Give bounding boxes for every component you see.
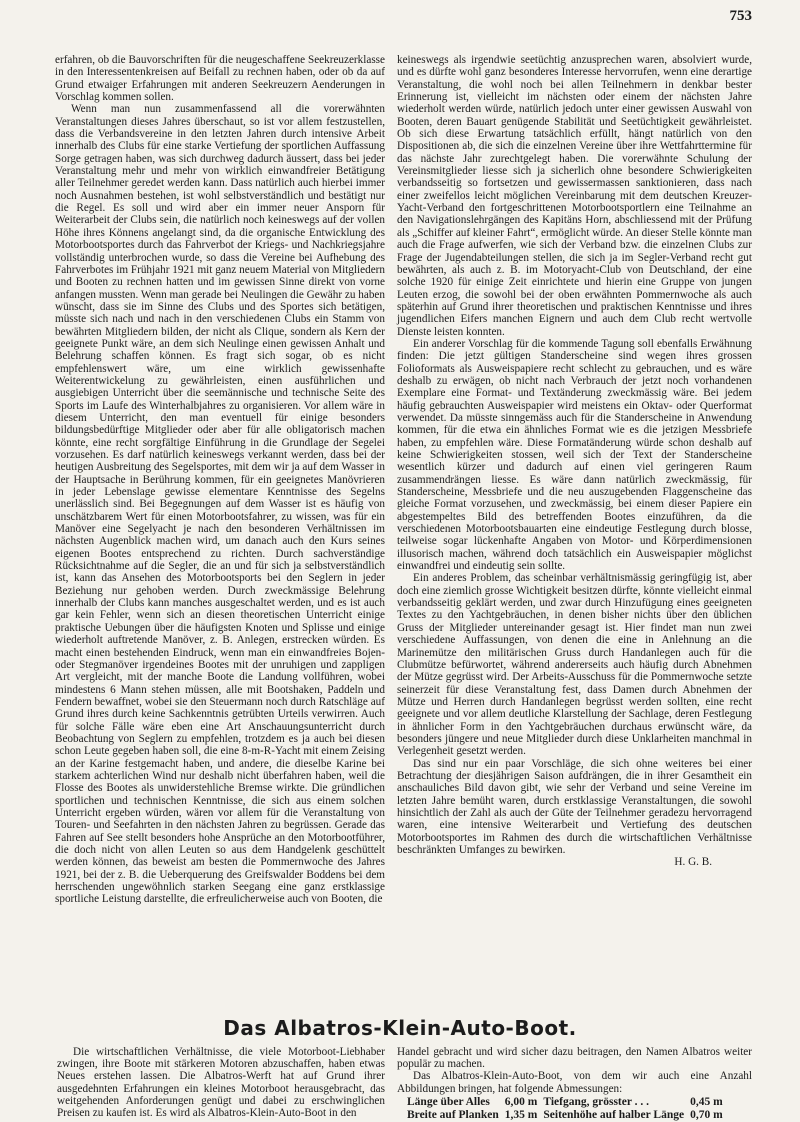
- table-row: [407, 1109, 729, 1122]
- dimension-value: 6,00 m: [504, 1095, 538, 1108]
- dimension-value: 1,35 m: [504, 1108, 538, 1121]
- paragraph: Das sind nur ein paar Vorschläge, die sich ohne weiteres bei einer Betrachtung der diesjährigen Saison aufdrängen, die in ihrer Gesamtheit ein anschauliches Bild davon gibt, wie sehr der Verband und seine Vereine im letzten Jahre bemüht waren, durch erstklassige Veranstaltungen, die sowohl hinsichtlich der Zahl als auch der Güte der Teilnehmer geradezu hervorragend waren, eine intensive Weiterarbeit und Vertiefung des deutschen Motorbootsportes im Rahmen des durch die wirtschaftlichen Verhältnisse beschränkten Umfanges zu bewirken.: [397, 757, 752, 856]
- article-right-column: [397, 1046, 752, 1122]
- paragraph: keineswegs als irgendwie seetüchtig anzusprechen waren, absolviert wurde, und es dürfte wohl ganz besonderes Interesse hervorrufen, wenn eine derartige Veranstaltung, die wohl noch bei allen Teilnehmern in denkbar bester Erinnerung ist, vielleicht im nächsten oder einem der nächsten Jahre wiederholt werden würde, natürlich jedoch unter einer gewissen Auswahl von Booten, deren Bauart genügende Stabilität und Seetüchtigkeit gewährleistet. Ob sich diese Erwartung tatsächlich erfüllt, hängt natürlich von den Dispositionen ab, die sich die einzelnen Vereine über ihre Wettfahrttermine für das nächste Jahr zurechtgelegt haben. Die vorerwähnte Schulung der Vereinsmitglieder liesse sich ja sicherlich ohne besondere Schwierigkeiten verbandsseitig so fortsetzen und gewissermassen sanktionieren, dass nach einer zweifellos leicht möglichen Vereinbarung mit dem deutschen Kreuzer-Yacht-Verband den fortgeschrittenen Motorbootsportlern eine Teilnahme an den Navigationslehrgängen des Kapitäns Horn, abschliessend mit der Prüfung als „Schiffer auf kleiner Fahrt“, ermöglicht würde. An dieser Stelle könnte man auch die Frage aufwerfen, wie sich der Verband bzw. die einzelnen Clubs zur Frage der Jugendabteilungen stellen, die sich ja im Segler-Verband recht gut bewährten, als auch z. B. im Motoryacht-Club von Deutschland, der eine solche 1920 für einige Zeit einrichtete und hierin eine Gruppe von jungen Leuten erzog, die sowohl bei der oben erwähnten Pommernwoche als auch späterhin auf Grund ihrer theoretischen und praktischen Kenntnisse und ihres jugendlichen Eifers manchen Eignern und auch dem Club recht wertvolle Dienste leisten konnten.: [397, 54, 752, 338]
- article-title: Das Albatros-Klein-Auto-Boot.: [223, 1016, 577, 1040]
- dimension-label: Länge über Alles: [407, 1095, 490, 1108]
- article-left-column: [57, 1046, 385, 1119]
- page-number: 753: [729, 8, 752, 24]
- paragraph: Handel gebracht und wird sicher dazu beitragen, den Namen Albatros weiter populär zu machen.: [397, 1046, 752, 1071]
- dimension-value: 0,45 m: [690, 1095, 723, 1108]
- table-row: [407, 1096, 729, 1109]
- right-text-column: [397, 54, 752, 869]
- dimensions-table: [407, 1096, 729, 1122]
- paragraph: Wenn man nun zusammenfassend all die vorerwähnten Veranstaltungen dieses Jahres überschaut, so ist vor allem festzustellen, dass die Verbandsvereine in den letzten Jahren durch intensive Arbeit innerhalb des Clubs für eine starke Vertiefung der sportlichen Auffassung Sorge getragen haben, was sich durchweg dadurch äussert, dass bei jeder Veranstaltung mehr und mehr von wirklich einwandfreier Betätigung aller Teilnehmer geredet werden kann. Dass natürlich auch hierbei immer noch Ausnahmen bestehen, ist wohl selbstverständlich und bestätigt nur die Regel. Es soll und wird aber ein immer neuer Ansporn für Weiterarbeit der Clubs sein, die natürlich noch keineswegs auf der vollen Höhe ihres Könnens angelangt sind, da die organische Entwicklung des Motorbootsportes durch das Fahrverbot der Kriegs- und Nachkriegsjahre vollständig unterbrochen wurde, so dass die Vereine bei Aufhebung des Fahrverbotes im Frühjahr 1921 mit ganz neuem Material von Mitgliedern und Booten zu rechnen hatten und im gewissen Sinne direkt von vorne anfangen mussten. Wenn man gerade bei Neulingen die Gewähr zu haben wünscht, dass sie im Sinne des Clubs und des Sportes sich betätigen, müsste sich nach und nach in den verschiedenen Clubs ein Stamm von bewährten Mitgliedern bilden, der nicht als Clique, sondern als Kern der geeignete Punkt wäre, an dem sich Neulinge einen gewissen Anhalt und Belehrung schaffen können. Es fragt sich sogar, ob es nicht empfehlenswert wäre, um eine wirklich gewissenhafte Weiterentwickelung zu gewährleisten, einen ausführlichen und ausgiebigen Unterricht über die seemännische und technische Seite des Sports im Laufe des Winterhalbjahres zu organisieren. Vor allem wäre in diesem Unterricht, den man eventuell für einige besonders bildungsbedürftige Mitglieder oder aber für alle obligatorisch machen könnte, eine recht sorgfältige Einführung in die Grundlage der Segelei vorzusehen. Es darf natürlich keineswegs verkannt werden, dass bei der heutigen Ausbreitung des Segelsportes, mit dem wir ja auf dem Wasser in der Hauptsache in Berührung kommen, für ein geeignetes Manövrieren in jeder Lebenslage gewisse elementare Kenntnisse des Segelns unerlässlich sind. Bei Begegnungen auf dem Wasser ist es häufig von unschätzbarem Wert für einen Motorbootsfahrer, zu wissen, was für ein Manöver eine Segelyacht je nach den besonderen Verhältnissen im nächsten Augenblick machen wird, um danach auch den Kurs seines eigenen Bootes entsprechend zu richten. Durch sachverständige Rücksichtnahme auf die Segler, die an und für sich ja selbstverständlich ist, kann das Ansehen des Motorbootsports bei den Seglern in jeder Beziehung nur gehoben werden. Durch zweckmässige Belehrung innerhalb der Clubs kann manches ausgeschaltet werden, und es ist auch gar kein Fehler, wenn sich an diesen theoretischen Unterricht einige praktische Uebungen über die häufigsten Knoten und Splisse und einige wiederholt auftretende Manöver, z. B. Anlegen, erstrecken würden. Es macht einen bestehenden Eindruck, wenn man ein einwandfreies Bojen- oder Stegmanöver irgendeines Bootes mit der unruhigen und zappligen Art vergleicht, mit der manche Boote die Landung vollführen, wobei mindestens 6 Mann stehen müssen, alle mit Bootshaken, Paddeln und Fendern bewaffnet, wobei sie den Steuermann noch durch Ratschläge auf Grund ihres durch keine Sachkenntnis getrübten Urteils verwirren. Auch für solche Fälle wäre eben eine Art Anschauungsunterricht durch Beobachtung von Seglern zu empfehlen, trotzdem es ja auch bei diesen schon Leute gegeben haben soll, die eine 8-m-R-Yacht mit einem Zeising an der Karine festgemacht haben, und andere, die dieselbe Karine bei starkem achterlichen Wind nur deshalb nicht überfahren haben, weil die Flosse des Bootes als unwiderstehliche Bremse wirkte. Die gründlichen sportlichen und technischen Kenntnisse, die sich aus einem solchen Unterricht ergeben würden, wären vor allem für die Veranstaltung von Touren- und Seefahrten in den nächsten Jahren zu begrüssen. Gerade das Fahren auf See stellt besonders hohe Ansprüche an den Motorbootführer, die doch nicht von allen Leuten so aus dem Handgelenk geschüttelt werden können, das beweist am besten die Pommernwoche des Jahres 1921, bei der z. B. die Ueberquerung des Greifswalder Boddens bei dem herrschenden ungewöhnlich starken Seegang eine ganz erstklassige sportliche Leistung darstellte, die erfreulicherweise auch von Booten, die: [55, 103, 385, 906]
- dimension-value: 0,70 m: [690, 1108, 723, 1121]
- dimension-label: Tiefgang, grösster . . .: [543, 1095, 650, 1108]
- paragraph: Ein anderes Problem, das scheinbar verhältnismässig geringfügig ist, aber doch eine ziemlich grosse Wichtigkeit besitzen dürfte, könnte vielleicht einmal verbandsseitig geklärt werden, und zwar durch Hinzufügung eines geeigneten Textes zu den Yachtgebräuchen, in denen bisher nichts über den üblichen Gruss der Mitglieder untereinander gesagt ist. Hier findet man nun zwei verschiedene Auffassungen, von denen die eine in Anlehnung an die Marinemütze den militärischen Gruss durch Handanlegen auch für die Clubmütze befürwortet, während andererseits auch häufig durch Abnehmen der Mütze gegrüsst wird. Der Arbeits-Ausschuss für die Pommernwoche setzte seinerzeit für diese Veranstaltung fest, dass Damen durch Abnehmen der Mütze und Herren durch Handanlegen begrüsst werden sollten, eine recht geeignete und vor allem deutliche Klarstellung der Sachlage, deren Festlegung in ähnlicher Form in den Yachtgebräuchen durchaus erwünscht wäre, da besonders jüngere und neue Mitglieder durch diese Unklarheiten manchmal in Verlegenheit gesetzt werden.: [397, 572, 752, 758]
- paragraph: Das Albatros-Klein-Auto-Boot, von dem wir auch eine Anzahl Abbildungen bringen, hat folgende Abmessungen:: [397, 1070, 752, 1095]
- dimension-label: Breite auf Planken: [407, 1108, 499, 1121]
- paragraph: erfahren, ob die Bauvorschriften für die neugeschaffene Seekreuzerklasse in den Interessentenkreisen auf Beifall zu rechnen haben, oder ob da auf Grund etwaiger Erfahrungen mit anderen Seekreuzern Aenderungen in Vorschlag kommen sollen.: [55, 54, 385, 104]
- paragraph: Die wirtschaftlichen Verhältnisse, die viele Motorboot-Liebhaber zwingen, ihre Boote mit stärkeren Motoren abzuschaffen, haben etwas Neues erstehen lassen. Die Albatros-Werft hat auf Grund ihrer ausgedehnten Erfahrungen ein kleines Motorboot herausgebracht, das weitgehenden Anforderungen genügt und dabei zu erschwinglichen Preisen zu kaufen ist. Es wird als Albatros-Klein-Auto-Boot in den: [57, 1046, 385, 1120]
- paragraph: Ein anderer Vorschlag für die kommende Tagung soll ebenfalls Erwähnung finden: Die jetzt gültigen Standerscheine sind wegen ihres grossen Folioformats als Ausweispapiere recht schlecht zu gebrauchen, und es wäre deshalb zu erwägen, ob nicht nach Verbrauch der jetzt noch vorhandenen Exemplare eine Format- und Textänderung zweckmässig wäre. Bei jedem häufig gebrauchten Ausweispapier wird meistens ein Oktav- oder Querformat verwendet. Da müsste sinngemäss auch für die Standerscheine in Anwendung kommen, für die etwa ein ähnliches Format wie es die jetzigen Messbriefe haben, zu empfehlen wäre. Diese Formatänderung würde schon deshalb auf keine Schwierigkeiten stossen, weil sich der Text der Standerscheine wesentlich kürzer und dadurch auf einen viel geringeren Raum zusammendrängen liesse. Es wäre dann natürlich zweckmässig, für Standerscheine, Messbriefe und die neu auszugebenden Flaggenscheine das gleiche Format vorzusehen, und zweckmässig, bei einem dieser Papiere ein abgestempeltes Bild des betreffenden Bootes einzuführen, da die verschiedenen Motorbootsbauarten eine eindeutige Festlegung durch blosse, teilweise sogar lückenhafte Angaben von Motor- und Körperdimensionen illusorisch machen, während doch tatsächlich ein Ausweispapier möglichst einwandfrei und eindeutig sein sollte.: [397, 337, 752, 573]
- author-signature: H. G. B.: [674, 856, 712, 869]
- left-text-column: [55, 54, 385, 906]
- dimension-label: Seitenhöhe auf halber Länge: [543, 1108, 685, 1121]
